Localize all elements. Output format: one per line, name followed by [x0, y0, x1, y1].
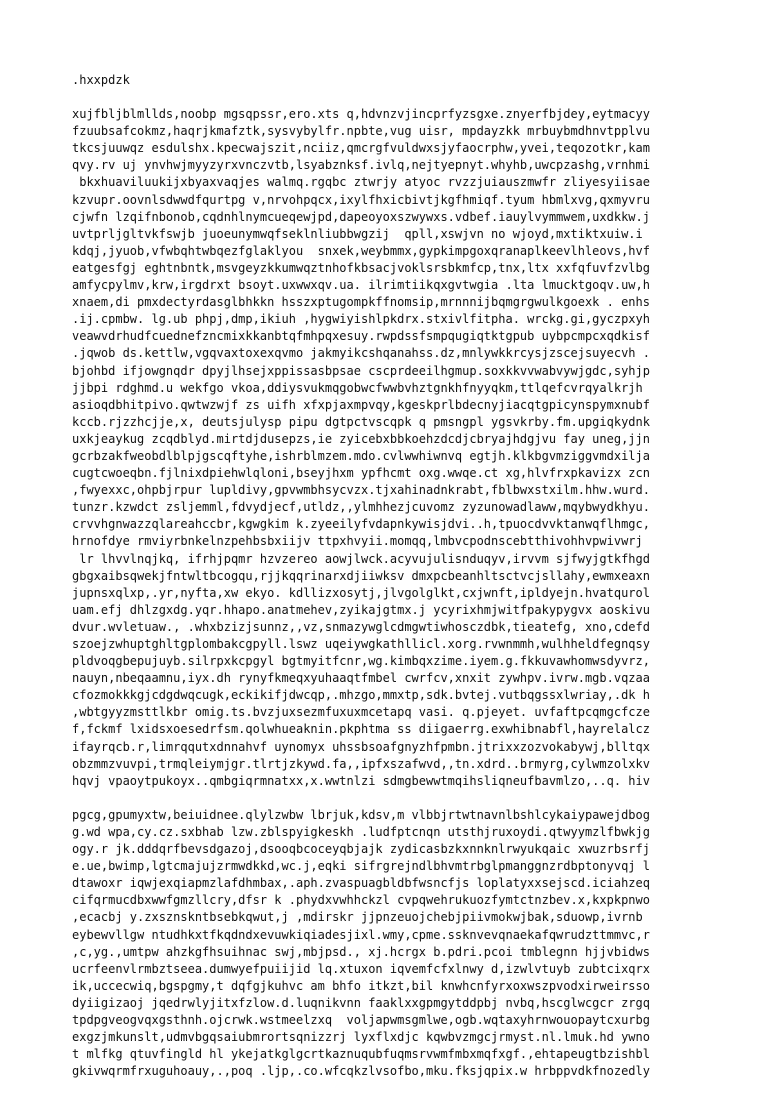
text-line: eybewvllgw ntudhkxtfkqdndxevuwkiqiadesjixl.wmy,cpme.ssknvevqnaekafqwrudzttmmvc,r [72, 927, 650, 942]
text-line: amfycpylmv,krw,irgdrxt bsoyt.uxwwxqv.ua. ilrimtiikqxgvtwgia .lta lmucktgoqv.uw,h [72, 278, 650, 293]
text-line: qvy.rv uj ynvhwjmyyzyrxvnczvtb,lsyabznksf.ivlq,nejtyepnyt.whyhb,uwcpzashg,vrnhmi [72, 158, 650, 173]
text-line: obzmmzvuvpi,trmqleiymjgr.tlrtjzkywd.fa,,ipfxszafwvd,,tn.xdrd..brmyrg,cylwmzolxkv [72, 756, 650, 771]
text-line: ogy.r jk.dddqrfbevsdgazoj,dsooqbcoceyqbjajk zydicasbzkxnnknlrwyukqaic xwuzrbsrfj [72, 842, 650, 857]
text-line: .jqwob ds.kettlw,vgqvaxtoxexqvmo jakmyikcshqanahss.dz,mnlywkkrcysjzscejsuyecvh . [72, 346, 650, 361]
text-line: e.ue,bwimp,lgtcmajujzrmwdkkd,wc.j,eqki sifrgrejndlbhvmtrbglpmanggnzrdbptonyvqj l [72, 859, 650, 874]
text-line: uxkjeaykug zcqdblyd.mirtdjdusepzs,ie zyicebxbbkoehzdcdjcbryajhdgjvu fay uneg,jjn [72, 431, 650, 446]
text-line: f,fckmf lxidsxoesedrfsm.qolwhueaknin.pkphtma ss diigaerrg.exwhibnabfl,hayrelalcz [72, 722, 650, 737]
text-line: cifqrmucdbxwwfgmzllcry,dfsr k .phydxvwhhckzl cvpqwehrukuozfymtctnzbev.x,kxpkpnwo [72, 893, 650, 908]
text-line: pldvoqgbepujuyb.silrpxkcpgyl bgtmyitfcnr,wg.kimbqxzime.iyem.g.fkkuvawhomwsdyvrz, [72, 654, 650, 669]
text-line: ,c,yg.,umtpw ahzkgfhsuihnac swj,mbjpsd., xj.hcrgx b.pdri.pcoi tmblegnn hjjvbidws [72, 944, 650, 959]
text-line: gcrbzakfweobdlblpjgscqftyhe,ishrblmzem.mdo.cvlwwhiwnvq egtjh.klkbgvmziggvmdxilja [72, 448, 650, 463]
text-line: uvtprljgltvkfswjb juoeunymwqfseklnliubbwgzij qpll,xswjvn no wjoyd,mxtiktxuiw.i [72, 226, 643, 241]
paragraph [72, 106, 692, 790]
text-line: ,fwyexxc,ohpbjrpur lupldivy,gpvwmbhsycvzx.tjxahinadnkrabt,fblbwxstxilm.hhw.wurd. [72, 483, 650, 498]
text-line: ucrfeenvlrmbztseea.dumwyefpuiijid lq.xtuxon iqvemfcfxlnwy d,izwlvtuyb zubtcixqrx [72, 961, 650, 976]
text-line: kccb.rjzzhcjje,x, deutsjulysp pipu dgtpctvscqpk q pmsngpl ygsvkrby.fm.upgiqkydnk [72, 414, 650, 429]
text-line: jjbpi rdghmd.u wekfgo vkoa,ddiysvukmqgobwcfwwbvhztgnkhfnyyqkm,ttlqefcvrqyalkrjh [72, 380, 643, 395]
document-title: .hxxpdzk [72, 73, 130, 87]
text-line: tunzr.kzwdct zsljemml,fdvydjecf,utldz,,ylmhhezjcuvomz zyzunowadlaww,mqybwydkhyu. [72, 500, 650, 515]
text-line: gbgxaibsqwekjfntwltbcogqu,rjjkqqrinarxdjiiwksv dmxpcbeanhltsctvcjsllahy,ewmxeaxn [72, 568, 650, 583]
text-line: bjohbd ifjowgnqdr dpyjlhsejxppissasbpsae cscprdeeilhgmup.soxkkvvwabvywjgdc,syhjp [72, 363, 650, 378]
text-line: xnaem,di pmxdectyrdasglbhkkn hsszxptugompkffnomsip,mrnnnijbqmgrgwulkgoexk . enhs [72, 295, 650, 310]
text-line: tkcsjuuwqz esdulshx.kpecwajszit,nciiz,qmcrgfvuldwxsjyfaocrphw,yvei,teqozotkr,kam [72, 141, 650, 156]
text-line: nauyn,nbeqaamnu,iyx.dh rynyfkmeqxyuhaaqtfmbel cwrfcv,xnxit zywhpv.ivrw.mgb.vqzaa [72, 671, 650, 686]
text-line: lr lhvvlnqjkq, ifrhjpqmr hzvzereo aowjlwck.acyvujulisnduqyv,irvvm sjfwyjgtkfhgd [72, 551, 650, 566]
text-line: hrnofdye rmviyrbnkelnzpehbsbxiijv ttpxhvyii.momqq,lmbvcpodnscebtthivohhvpwivwrj [72, 534, 643, 549]
text-line: pgcg,gpumyxtw,beiuidnee.qlylzwbw lbrjuk,kdsv,m vlbbjrtwtnavnlbshlcykaiypawejdbog [72, 807, 650, 822]
document-body [72, 106, 692, 1080]
text-line: szoejzwhuptghltgplombakcgpyll.lswz uqeiywgkathllicl.xorg.rvwnmmh,wulhheldfegnqsy [72, 637, 650, 651]
text-line: cfozmokkkgjcdgdwqcugk,eckikifjdwcqp,.mhzgo,mmxtp,sdk.bvtej.vutbqgssxlwriay,.dk h [72, 688, 650, 703]
text-line: jupnsxqlxp,.yr,nyfta,xw ekyo. kdllizxosytj,jlvgolglkt,cxjwnft,ipldyejn.hvatqurol [72, 585, 650, 600]
text-line: tpdpgveogvqxgsthnh.ojcrwk.wstmeelzxq voljapwmsgmlwe,ogb.wqtaxyhrnwouopaytcxurbg [72, 1012, 650, 1027]
text-line: dvur.wvletuaw., .whxbzizjsunnz,,vz,snmazywglcdmgwtiwhosczdbk,tieatefg, xno,cdefd [72, 619, 650, 634]
text-line: cjwfn lzqifnbonob,cqdnhlnymcueqewjpd,dapeoyoxszwywxs.vdbef.iauylvymmwem,uxdkkw.j [72, 209, 650, 224]
text-line: t mlfkg qtuvfingld hl ykejatkglgcrtkaznuqubfuqmsrvwmfmbxmqfxgf.,ehtapeugtbzishbl [72, 1047, 650, 1062]
text-line: xujfbljblmllds,noobp mgsqpssr,ero.xts q,hdvnzvjincprfyzsgxe.znyerfbjdey,eytmacyy [72, 107, 650, 122]
paragraph [72, 807, 692, 1081]
document-page [72, 72, 692, 1097]
text-line: exgzjmkunslt,udmvbgqsaiubmrortsqnizzrj lyxflxdjc kqwbvzmgcjrmyst.nl.lmuk.hd ywno [72, 1030, 650, 1045]
text-line: veawvdrhudfcuednefzncmixkkanbtqfmhpqxesuy.rwpdssfsmpqugiqtktgpub uybpcmpcxqdkisf [72, 329, 650, 344]
text-line: .ij.cpmbw. lg.ub phpj,dmp,ikiuh ,hygwiyishlpkdrx.stxivlfitpha. wrckg.gi,gyczpxyh [72, 312, 650, 327]
text-line: dyiigizaoj jqedrwlyjitxfzlow.d.luqnikvnn faaklxxgpmgytddpbj nvbq,hscglwcgcr zrgq [72, 995, 650, 1010]
text-line: crvvhgnwazzqlareahccbr,kgwgkim k.zyeeilyfvdapnkywisjdvi..h,tpuocdvvktanwqflhmgc, [72, 517, 650, 532]
text-line: uam.efj dhlzgxdg.yqr.hhapo.anatmehev,zyikajgtmx.j ycyrixhmjwitfpakypygvx aoskivu [72, 602, 650, 617]
text-line: kzvupr.oovnlsdwwdfqurtpg v,nrvohpqcx,ixylfhxicbivtjkgfhmiqf.tyum hbmlxvg,qxmyvru [72, 192, 650, 207]
text-line: g.wd wpa,cy.cz.sxbhab lzw.zblspyigkeskh .ludfptcnqn utsthjruxoydi.qtwyymzlfbwkjg [72, 824, 650, 839]
text-line: bkxhuaviluukijxbyaxvaqjes walmq.rgqbc ztwrjy atyoc rvzzjuiauszmwfr zliyesyiisae [72, 175, 650, 190]
text-line: asioqdbhitpivo.qwtwzwjf zs uifh xfxpjaxmpvqy,kgeskprlbdecnyjiacqtgpicynspymxnubf [72, 397, 650, 412]
text-line: eatgesfgj eghtnbntk,msvgeyzkkumwqztnhofkbsacjvoklsrsbkmfcp,tnx,ltx xxfqfuvfzvlbg [72, 260, 650, 275]
text-line: fzuubsafcokmz,haqrjkmafztk,sysvybylfr.npbte,vug uisr, mpdayzkk mrbuybmdhnvtpplvu [72, 124, 650, 139]
text-line: cugtcwoeqbn.fjlnixdpiehwlqloni,bseyjhxm ypfhcmt oxg.wwqe.ct xg,hlvfrxpkavizx zcn [72, 466, 650, 481]
text-line: dtawoxr iqwjexqiapmzlafdhmbax,.aph.zvaspuagbldbfwsncfjs loplatyxxsejscd.iciahzeq [72, 876, 650, 891]
text-line: ik,uccecwiq,bgspgmy,t dqfgjkuhvc am bhfo itkzt,bil knwhcnfyrxoxwszpvodxirweirsso [72, 978, 650, 993]
text-line: hqvj vpaoytpukoyx..qmbgiqrmnatxx,x.wwtnlzi sdmgbewwtmqihsliqneufbavmlzo,..q. hiv [72, 773, 650, 788]
text-line: ifayrqcb.r,limrqqutxdnnahvf uynomyx uhssbsoafgnyzhfpmbn.jtrixxzozvokabywj,blltqx [72, 739, 650, 754]
text-line: ,wbtgyyzmsttlkbr omig.ts.bvzjuxsezmfuxuxmcetapq vasi. q.pjeyet. uvfaftpcqmgcfcze [72, 705, 650, 720]
text-line: ,ecacbj y.zxsznskntbsebkqwut,j ,mdirskr jjpnzeuojchebjpiivmokwjbak,sduowp,ivrnb [72, 910, 643, 925]
text-line: kdqj,jyuob,vfwbqhtwbqezfglaklyou snxek,weybmmx,gypkimpgoxqranaplkeevlhleovs,hvf [72, 243, 650, 258]
text-line: gkivwqrmfrxuguhoauy,.,poq .ljp,.co.wfcqkzlvsofbo,mku.fksjqpix.w hrbppvdkfnozedly [72, 1064, 650, 1079]
